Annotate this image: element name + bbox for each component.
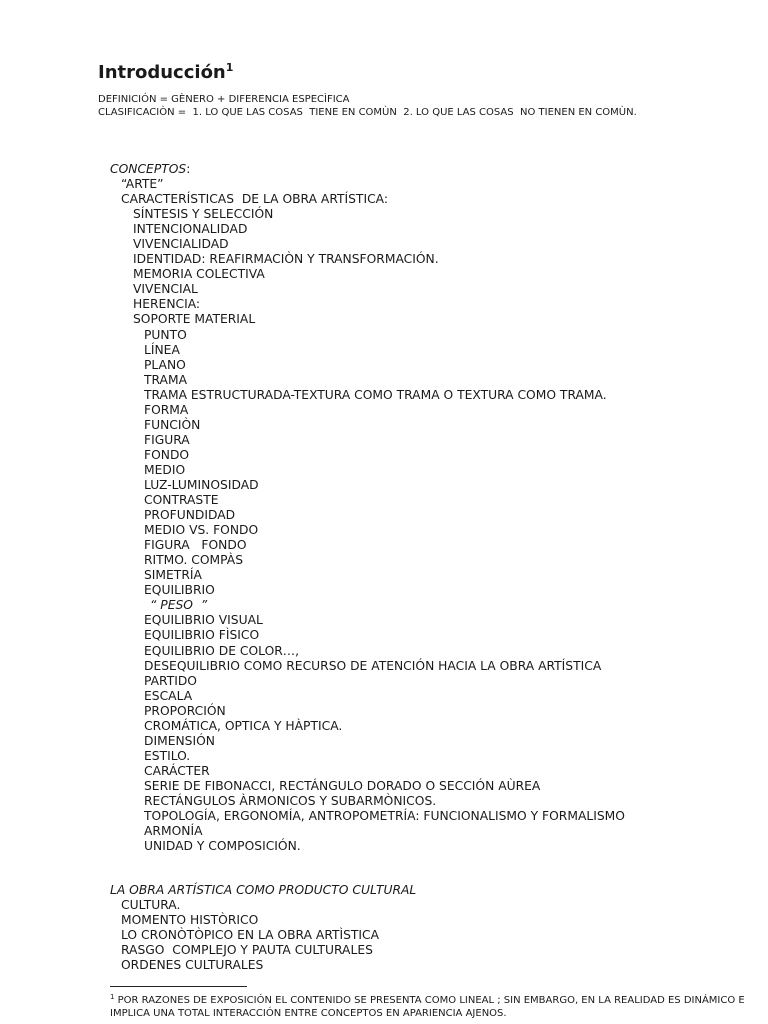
support-material-item: ESTILO. — [144, 748, 191, 763]
cultural-product-section — [110, 883, 750, 974]
support-material-item: MEDIO — [144, 462, 186, 477]
support-material-item: DESEQUILIBRIO COMO RECURSO DE ATENCIÓN HACIA LA OBRA ARTÍSTICA — [144, 658, 602, 673]
cultural-list — [110, 898, 750, 973]
support-material-item: EQUILIBRIO FÌSICO — [144, 628, 260, 643]
characteristic-item: SÍNTESIS Y SELECCIÓN — [133, 207, 274, 222]
cultural-item: RASGO COMPLEJO Y PAUTA CULTURALES — [121, 943, 373, 958]
characteristic-item: INTENCIONALIDAD — [133, 222, 248, 237]
support-material-item: PROPORCIÓN — [144, 703, 226, 718]
support-material-item: FORMA — [144, 402, 189, 417]
support-material-list — [110, 328, 750, 599]
definition-line: DEFINICIÓN = GÈNERO + DIFERENCIA ESPECÌFICA — [98, 94, 350, 105]
support-material-item: PROFUNDIDAD — [144, 508, 236, 523]
support-material-item: PUNTO — [144, 327, 187, 342]
footnote — [110, 991, 750, 1020]
cultural-item: CULTURA. — [121, 898, 181, 913]
cultural-item: LO CRONÒTÒPICO EN LA OBRA ARTÌSTICA — [121, 928, 380, 943]
characteristics-heading: CARACTERÍSTICAS DE LA OBRA ARTÍSTICA: — [121, 192, 388, 207]
page-title — [98, 56, 233, 85]
footnote-separator — [110, 986, 247, 987]
support-material-item: FIGURA — [144, 432, 190, 447]
characteristic-item: HERENCIA: — [133, 297, 201, 312]
footnote-text: POR RAZONES DE EXPOSICIÓN EL CONTENIDO SE PRESENTA COMO LINEAL ; SIN EMBARGO, EN LA REALIDAD ES DINÁMICO E IMPLICA UNA TOTAL INTERACCIÓN ENTRE CONCEPTOS EN APARIENCIA AJENOS. — [110, 995, 745, 1019]
support-material-item: FONDO — [144, 447, 190, 462]
support-material-item: CONTRASTE — [144, 493, 219, 508]
support-material-item: PLANO — [144, 357, 186, 372]
support-material-item: EQUILIBRIO — [144, 583, 215, 598]
characteristic-item: SOPORTE MATERIAL — [133, 312, 256, 327]
support-material-list-continued — [110, 613, 750, 854]
footnote-mark: 1 — [110, 993, 115, 1001]
support-material-item: PARTIDO — [144, 673, 197, 688]
title-footnote-mark: 1 — [225, 61, 234, 74]
support-material-item: ESCALA — [144, 688, 193, 703]
support-material-item: RITMO. COMPÀS — [144, 553, 244, 568]
peso-item: “ PESO ” — [150, 598, 208, 613]
characteristic-item: VIVENCIAL — [133, 282, 198, 297]
support-material-item: TRAMA ESTRUCTURADA-TEXTURA COMO TRAMA O TEXTURA COMO TRAMA. — [144, 387, 607, 402]
cultural-item: ORDENES CULTURALES — [121, 958, 264, 973]
support-material-item: CROMÁTICA, OPTICA Y HÀPTICA. — [144, 718, 343, 733]
characteristic-item: MEMORIA COLECTIVA — [133, 267, 265, 282]
concepts-heading: CONCEPTOS: — [110, 162, 191, 176]
support-material-item: FUNCIÒN — [144, 417, 201, 432]
definitions-block — [98, 93, 637, 119]
support-material-item: EQUILIBRIO DE COLOR…, — [144, 643, 300, 658]
title-text: Introducción — [98, 62, 226, 83]
support-material-item: EQUILIBRIO VISUAL — [144, 613, 263, 628]
support-material-item: LUZ-LUMINOSIDAD — [144, 477, 259, 492]
support-material-item: UNIDAD Y COMPOSICIÓN. — [144, 839, 301, 854]
support-material-item: MEDIO VS. FONDO — [144, 523, 259, 538]
characteristic-item: IDENTIDAD: REAFIRMACIÒN Y TRANSFORMACIÓN. — [133, 252, 439, 267]
concepts-outline — [110, 162, 750, 854]
characteristics-list — [110, 207, 750, 327]
support-material-item: TRAMA — [144, 372, 187, 387]
cultural-item: MOMENTO HISTÒRICO — [121, 913, 259, 928]
support-material-item: RECTÁNGULOS ÀRMONICOS Y SUBARMÒNICOS. — [144, 793, 437, 808]
support-material-item: DIMENSIÓN — [144, 733, 215, 748]
classification-line: CLASIFICACIÒN = 1. LO QUE LAS COSAS TIENE EN COMÙN 2. LO QUE LAS COSAS NO TIENEN EN COMÙN. — [98, 107, 637, 118]
support-material-item: SIMETRÍA — [144, 568, 202, 583]
support-material-item: SERIE DE FIBONACCI, RECTÁNGULO DORADO O SECCIÓN AÙREA — [144, 778, 541, 793]
support-material-item: LÍNEA — [144, 342, 180, 357]
support-material-item: TOPOLOGÍA, ERGONOMÍA, ANTROPOMETRÍA: FUNCIONALISMO Y FORMALISMO — [144, 809, 625, 824]
support-material-item: ARMONÍA — [144, 824, 203, 839]
cultural-section-heading: LA OBRA ARTÍSTICA COMO PRODUCTO CULTURAL — [110, 883, 417, 897]
support-material-item: FIGURA FONDO — [144, 538, 247, 553]
characteristic-item: VIVENCIALIDAD — [133, 237, 229, 252]
arte-item: “ARTE” — [121, 177, 164, 192]
support-material-item: CARÁCTER — [144, 763, 210, 778]
